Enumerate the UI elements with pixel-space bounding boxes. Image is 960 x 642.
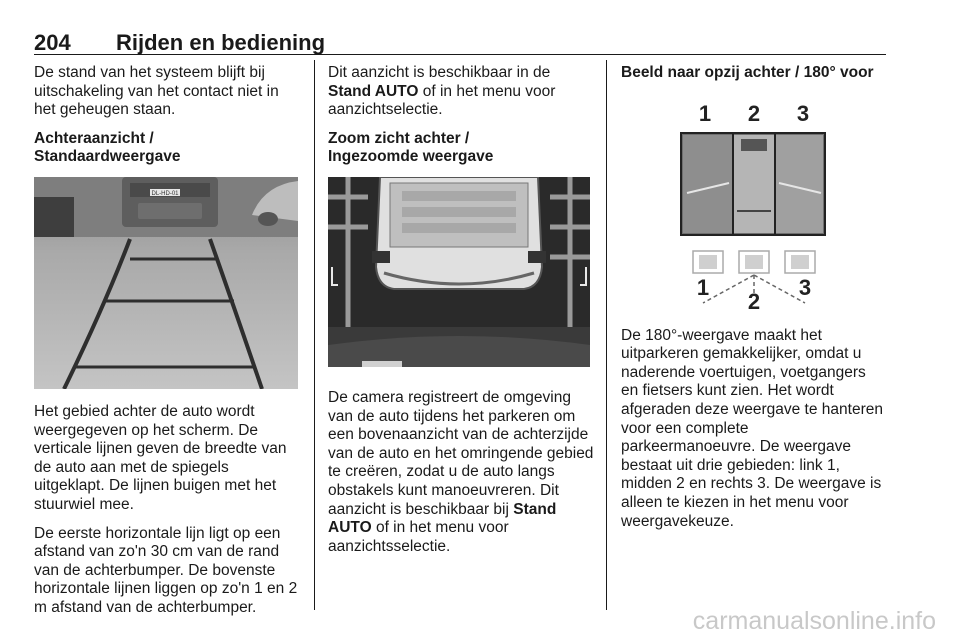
column-1 [34, 64, 302, 628]
col1-paragraph-1: De stand van het systeem blijft bij uitschakeling van het contact niet in het geheugen staan. [34, 64, 279, 119]
watermark: carmanualsonline.info [692, 607, 936, 635]
col3-paragraph-1: De 180°-weergave maakt het uitparkeren gemakkelijker, omdat u naderende voertuigen, voetgangers en fietsers kunt zien. Het wordt afgeraden deze weergave te hanteren voor een complete parkeermanoeuvre. De weergave bestaat uit drie gebieden: link 1, midden 2 en rechts 3. De weergave is alleen te kiezen in het menu voor weergavekeuze. [621, 326, 883, 530]
heading-line-1: Achteraanzicht / [34, 129, 154, 147]
area-label-1-top: 1 [698, 100, 712, 126]
page-number: 204 [34, 30, 71, 55]
col1-paragraph-3: De eerste horizontale lijn ligt op een afstand van zo'n 30 cm van de rand van de achterbumper. De bovenste horizontale lijnen liggen op zo'n 1 en 2 m afstand van de achterbumper. [34, 524, 298, 616]
col2-paragraph-1 [328, 64, 594, 120]
col1-paragraph-2: Het gebied achter de auto wordt weergegeven op het scherm. De verticale lijnen geven de breedte van de auto aan met de spiegels uitgeklapt. De lijnen buigen met het stuurwiel mee. [34, 402, 287, 513]
section-heading-180-view: Beeld naar opzij achter / 180° voor [621, 64, 874, 81]
text-run: of in het menu voor aanzichtselectie. [328, 82, 556, 119]
area-label-1-bottom: 1 [696, 274, 710, 300]
area-label-2-top: 2 [747, 100, 761, 126]
rear-view-camera-figure [34, 177, 298, 389]
mode-name-stand-auto: Stand AUTO [328, 82, 419, 100]
column-divider-1 [314, 60, 315, 610]
heading-line-2: Standaardweergave [34, 148, 181, 166]
car-plate-text: DL-HD-01 [151, 190, 179, 197]
col2-paragraph-2 [328, 389, 594, 556]
zoomed-rear-view-figure [328, 177, 590, 367]
text-run: of in het menu voor aanzichtsselectie. [328, 519, 509, 555]
column-3 [621, 64, 887, 541]
column-2 [328, 64, 594, 566]
mode-name-stand-auto: Stand AUTO [328, 500, 557, 537]
column-divider-2 [606, 60, 607, 610]
page-header [34, 30, 886, 55]
text-run: Dit aanzicht is beschikbaar in de [328, 64, 551, 81]
text-run: De camera registreert de omgeving van de auto tijdens het parkeren om een bovenaanzicht van de achterzijde van de auto en het omringende gebied te creëren, zodat u de auto langs obstakels kunt manoeuvreren. Dit aanzicht is beschikbaar bij [328, 388, 594, 518]
section-heading-zoom-view [328, 130, 594, 167]
chapter-title: Rijden en bediening [116, 30, 326, 55]
heading-line-2: Ingezoomde weergave [328, 148, 494, 166]
area-label-2-bottom: 2 [747, 288, 761, 309]
180-degree-view-figure [621, 93, 887, 309]
area-label-3-top: 3 [796, 100, 810, 126]
heading-line-1: Zoom zicht achter / [328, 129, 470, 147]
section-heading-rear-view [34, 130, 302, 167]
area-label-3-bottom: 3 [798, 274, 812, 300]
